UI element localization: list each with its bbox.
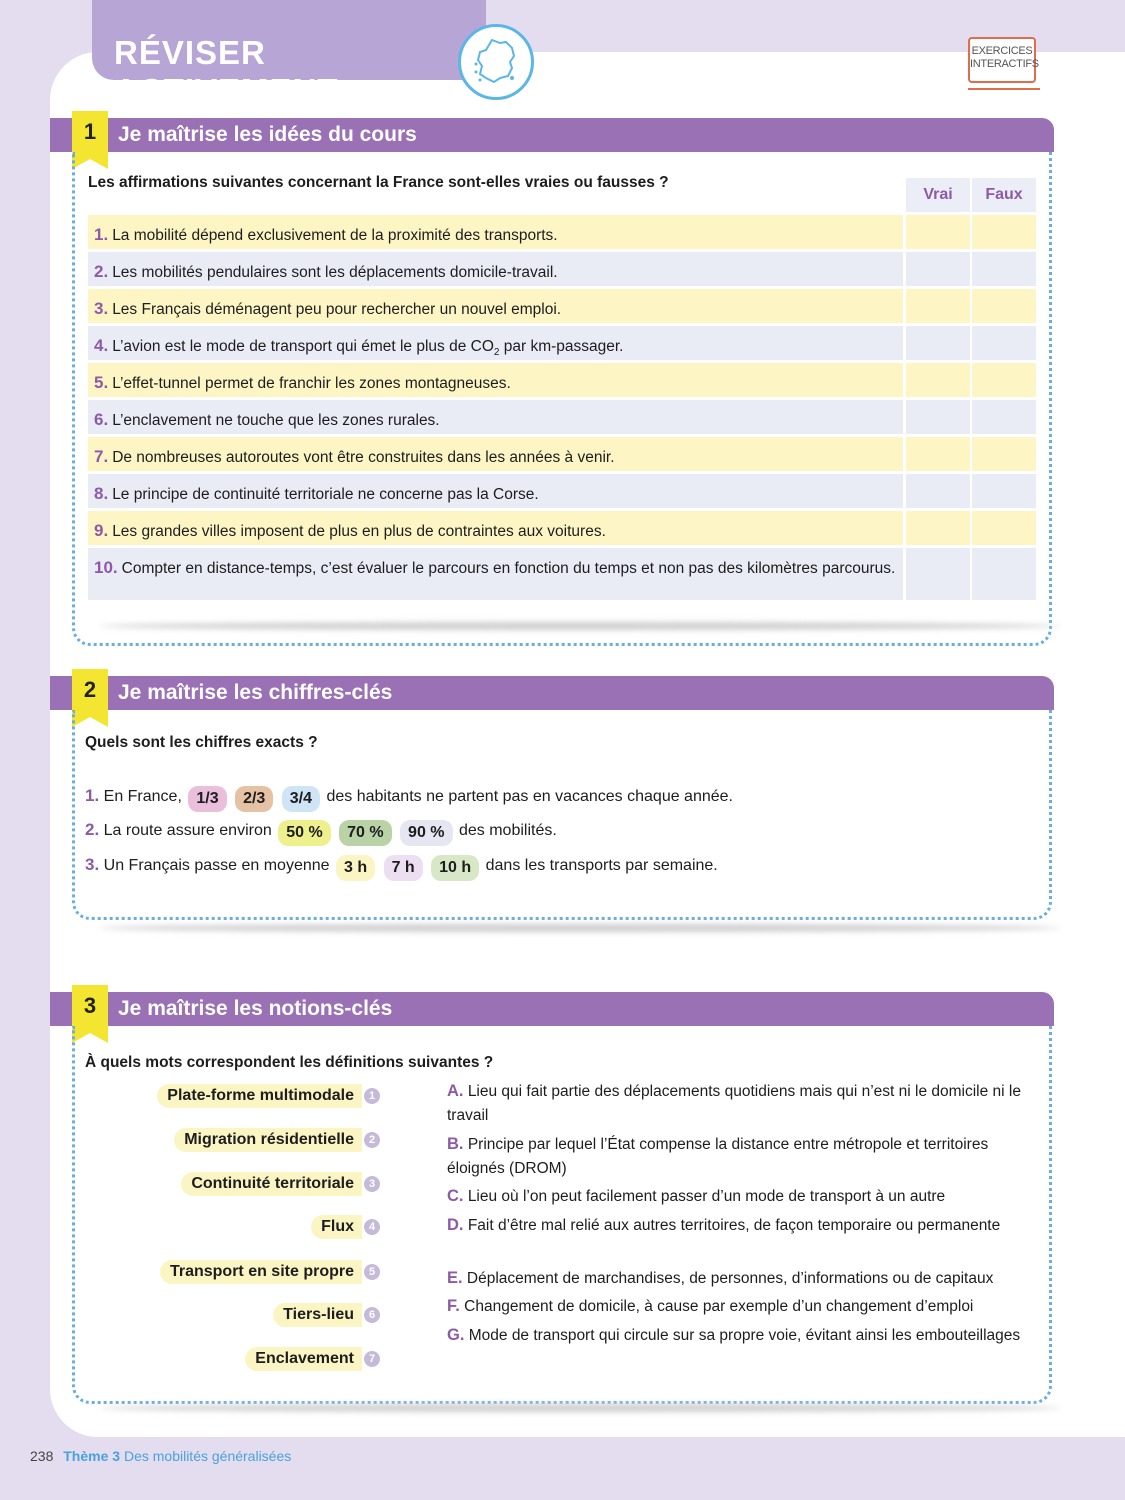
- key-figure-line: [85, 815, 557, 845]
- term-number-badge: 3: [364, 1176, 380, 1192]
- definition-text: Changement de domicile, à cause par exemple d’un changement d’emploi: [464, 1298, 974, 1315]
- definition-item[interactable]: [447, 1266, 1027, 1291]
- true-checkbox-cell[interactable]: [906, 363, 970, 397]
- statement-row: [88, 400, 1036, 434]
- statement-text: [88, 326, 903, 360]
- header-banner: [92, 0, 486, 109]
- term-number-badge: 4: [364, 1219, 380, 1235]
- statement-label: L’effet-tunnel permet de franchir les zones montagneuses.: [112, 375, 511, 392]
- statement-number: 2.: [94, 262, 109, 281]
- footer-subtitle: Des mobilités généralisées: [123, 1448, 292, 1464]
- term-label[interactable]: Migration résidentielle: [174, 1128, 362, 1152]
- key-figure-number: 1.: [85, 786, 100, 805]
- key-figure-after: des mobilités.: [458, 822, 557, 839]
- term-label[interactable]: Plate-forme multimodale: [157, 1084, 362, 1108]
- term-number-badge: 7: [364, 1351, 380, 1367]
- true-checkbox-cell[interactable]: [906, 252, 970, 286]
- statement-label: Compter en distance-temps, c’est évaluer le parcours en fonction du temps et non pas des kilomètres parcourus.: [121, 560, 896, 577]
- statement-row: [88, 252, 1036, 286]
- definition-letter: E.: [447, 1269, 463, 1287]
- statement-row: [88, 215, 1036, 249]
- statement-row: [88, 511, 1036, 545]
- statement-label: Les mobilités pendulaires sont les déplacements domicile-travail.: [112, 264, 558, 281]
- true-checkbox-cell[interactable]: [906, 548, 970, 600]
- footer-theme: Thème 3: [63, 1448, 121, 1464]
- answer-option-pill[interactable]: 7 h: [384, 855, 423, 881]
- definition-letter: C.: [447, 1187, 464, 1205]
- section-2-shadow: [100, 924, 1060, 932]
- definition-text: Lieu qui fait partie des déplacements quotidiens mais qui n’est ni le domicile ni le travail: [447, 1083, 1021, 1124]
- section-1-header: [50, 118, 1054, 152]
- definition-letter: B.: [447, 1135, 464, 1153]
- true-checkbox-cell[interactable]: [906, 511, 970, 545]
- key-figure-number: 2.: [85, 820, 100, 839]
- statement-label: L’enclavement ne touche que les zones rurales.: [112, 412, 440, 429]
- statement-label: De nombreuses autoroutes vont être construites dans les années à venir.: [112, 449, 615, 466]
- statement-label: Le principe de continuité territoriale ne concerne pas la Corse.: [112, 486, 539, 503]
- answer-option-pill[interactable]: 1/3: [188, 786, 226, 812]
- statement-number: 3.: [94, 299, 109, 318]
- term-number-badge: 2: [364, 1132, 380, 1148]
- statement-subscript: 2: [493, 347, 500, 359]
- exercise-badge-line1: EXERCICES: [971, 45, 1033, 57]
- exercise-badge-line2: INTERACTIFS: [970, 58, 1039, 70]
- definition-letter: F.: [447, 1297, 460, 1315]
- section-3-title: Je maîtrise les notions-clés: [118, 997, 393, 1020]
- badge-underline: [968, 88, 1040, 90]
- statement-number: 9.: [94, 521, 109, 540]
- france-map-icon: [458, 24, 534, 100]
- statement-number: 1.: [94, 225, 109, 244]
- false-checkbox-cell[interactable]: [972, 326, 1036, 360]
- key-figure-before: En France,: [103, 788, 182, 805]
- definition-item[interactable]: [447, 1079, 1027, 1128]
- true-checkbox-cell[interactable]: [906, 215, 970, 249]
- definition-text: Lieu où l’on peut facilement passer d’un mode de transport à un autre: [467, 1188, 946, 1205]
- term-label[interactable]: Flux: [311, 1215, 362, 1239]
- statement-row: [88, 363, 1036, 397]
- answer-option-pill[interactable]: 70 %: [339, 820, 391, 846]
- answer-option-pill[interactable]: 10 h: [431, 855, 479, 881]
- section-1-number: 1: [72, 111, 108, 159]
- statement-label: L’avion est le mode de transport qui émet le plus de CO: [112, 338, 494, 355]
- true-checkbox-cell[interactable]: [906, 437, 970, 471]
- term-number-badge: 6: [364, 1307, 380, 1323]
- answer-option-pill[interactable]: 50 %: [278, 820, 330, 846]
- definition-item[interactable]: [447, 1132, 1027, 1181]
- statement-text: [88, 252, 903, 286]
- statement-label: Les grandes villes imposent de plus en plus de contraintes aux voitures.: [112, 523, 606, 540]
- key-figure-before: La route assure environ: [103, 822, 272, 839]
- column-header-true: Vrai: [906, 178, 970, 212]
- false-checkbox-cell[interactable]: [972, 289, 1036, 323]
- statement-number: 4.: [94, 336, 109, 355]
- term-number-badge: 5: [364, 1264, 380, 1280]
- statement-text: [88, 548, 903, 600]
- section-1-title: Je maîtrise les idées du cours: [118, 123, 417, 146]
- section-3-shadow: [100, 1404, 1060, 1412]
- statement-text: [88, 363, 903, 397]
- statement-number: 7.: [94, 447, 109, 466]
- term-label[interactable]: Continuité territoriale: [181, 1172, 362, 1196]
- term-label[interactable]: Tiers-lieu: [273, 1303, 362, 1327]
- false-checkbox-cell[interactable]: [972, 400, 1036, 434]
- false-checkbox-cell[interactable]: [972, 511, 1036, 545]
- section-3-header: [50, 992, 1054, 1026]
- section-2-title: Je maîtrise les chiffres-clés: [118, 681, 393, 704]
- statement-text: [88, 511, 903, 545]
- key-figure-line: [85, 850, 718, 880]
- answer-option-pill[interactable]: 90 %: [400, 820, 452, 846]
- statement-number: 5.: [94, 373, 109, 392]
- interactive-exercises-button[interactable]: [968, 37, 1039, 83]
- false-checkbox-cell[interactable]: [972, 363, 1036, 397]
- true-checkbox-cell[interactable]: [906, 400, 970, 434]
- key-figure-after: dans les transports par semaine.: [485, 857, 718, 874]
- key-figure-line: [85, 781, 733, 811]
- statement-row: [88, 474, 1036, 508]
- statement-label: Les Français déménagent peu pour rechercher un nouvel emploi.: [112, 301, 562, 318]
- definition-item[interactable]: [447, 1323, 1027, 1348]
- true-checkbox-cell[interactable]: [906, 289, 970, 323]
- section-3-number: 3: [72, 985, 108, 1033]
- statement-row: [88, 326, 1036, 360]
- definition-text: Principe par lequel l’État compense la distance entre métropole et territoires éloignés (DROM): [447, 1136, 989, 1177]
- true-checkbox-cell[interactable]: [906, 326, 970, 360]
- definition-item[interactable]: [447, 1294, 1027, 1319]
- section-2-question: Quels sont les chiffres exacts ?: [85, 734, 318, 751]
- definition-text: Déplacement de marchandises, de personnes, d’informations ou de capitaux: [466, 1270, 994, 1287]
- page-footer: [30, 1448, 291, 1464]
- column-header-false: Faux: [972, 178, 1036, 212]
- definition-letter: D.: [447, 1216, 464, 1234]
- definition-text: Mode de transport qui circule sur sa propre voie, évitant ainsi les embouteillages: [468, 1327, 1021, 1344]
- statement-tail: par km-passager.: [499, 338, 624, 355]
- statement-label: La mobilité dépend exclusivement de la proximité des transports.: [112, 227, 558, 244]
- statement-text: [88, 400, 903, 434]
- term-number-badge: 1: [364, 1088, 380, 1104]
- definition-letter: G.: [447, 1326, 465, 1344]
- key-figure-after: des habitants ne partent pas en vacances chaque année.: [326, 788, 733, 805]
- statement-row: [88, 289, 1036, 323]
- term-label[interactable]: Enclavement: [245, 1347, 362, 1371]
- statement-text: [88, 437, 903, 471]
- answer-option-pill[interactable]: 3/4: [282, 786, 320, 812]
- section-1-shadow: [100, 622, 1060, 630]
- answer-option-pill[interactable]: 3 h: [336, 855, 375, 881]
- false-checkbox-cell[interactable]: [972, 474, 1036, 508]
- definition-item[interactable]: [447, 1184, 1027, 1209]
- false-checkbox-cell[interactable]: [972, 548, 1036, 600]
- answer-option-pill[interactable]: 2/3: [235, 786, 273, 812]
- statement-row: [88, 437, 1036, 471]
- term-label[interactable]: Transport en site propre: [160, 1260, 362, 1284]
- true-checkbox-cell[interactable]: [906, 474, 970, 508]
- definition-text: Fait d’être mal relié aux autres territoires, de façon temporaire ou permanente: [467, 1217, 1001, 1234]
- definition-item[interactable]: [447, 1213, 1027, 1238]
- statement-number: 8.: [94, 484, 109, 503]
- definition-letter: A.: [447, 1082, 464, 1100]
- section-3-question: À quels mots correspondent les définitions suivantes ?: [85, 1054, 494, 1071]
- statement-number: 10.: [94, 558, 118, 577]
- key-figure-before: Un Français passe en moyenne: [103, 857, 330, 874]
- statement-row: [88, 548, 1036, 600]
- page-title: RÉVISER ACTIVEMENT: [114, 34, 339, 109]
- false-checkbox-cell[interactable]: [972, 252, 1036, 286]
- section-1-question: Les affirmations suivantes concernant la France sont-elles vraies ou fausses ?: [88, 174, 669, 191]
- page-number: 238: [30, 1448, 54, 1464]
- statement-text: [88, 474, 903, 508]
- false-checkbox-cell[interactable]: [972, 215, 1036, 249]
- statement-text: [88, 289, 903, 323]
- key-figure-number: 3.: [85, 855, 100, 874]
- statement-number: 6.: [94, 410, 109, 429]
- false-checkbox-cell[interactable]: [972, 437, 1036, 471]
- statement-text: [88, 215, 903, 249]
- section-2-number: 2: [72, 669, 108, 717]
- section-2-header: [50, 676, 1054, 710]
